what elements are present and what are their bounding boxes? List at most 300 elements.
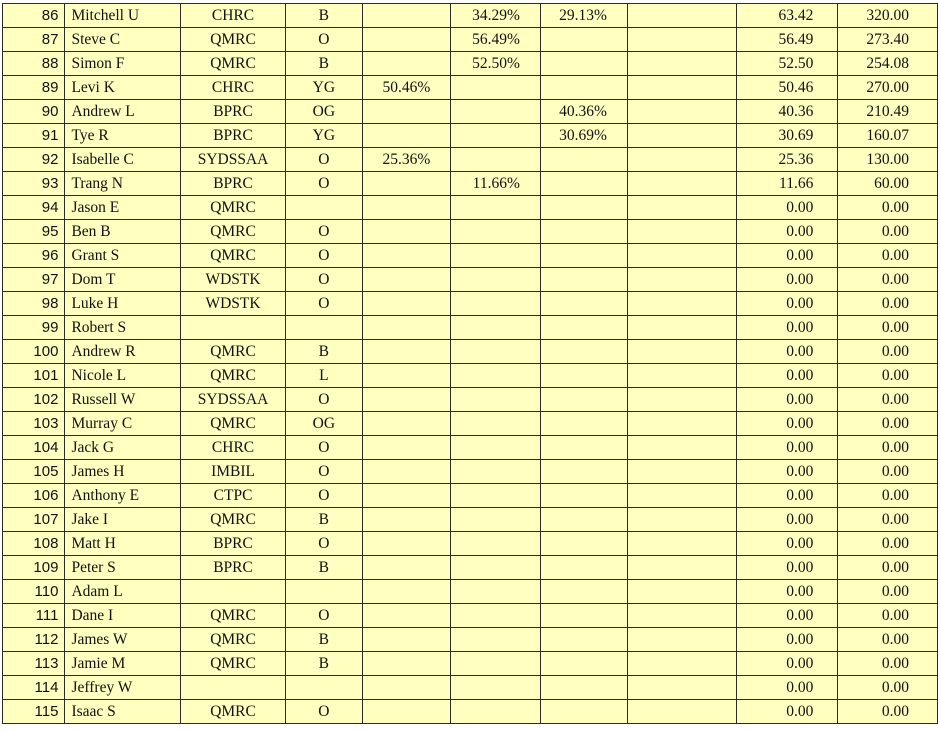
club-cell: BPRC	[181, 532, 285, 556]
table-row	[3, 148, 938, 172]
club-cell: SYDSSAA	[181, 148, 285, 172]
percent-cell-1	[362, 436, 450, 460]
grade-cell: B	[285, 628, 362, 652]
percent-cell-4	[627, 220, 737, 244]
table-row	[3, 388, 938, 412]
percent-cell-3	[540, 172, 627, 196]
name-cell: Dane I	[65, 604, 181, 628]
club-cell: IMBIL	[181, 460, 285, 484]
name-cell: Adam L	[65, 580, 181, 604]
club-cell: BPRC	[181, 124, 285, 148]
grade-cell: O	[285, 220, 362, 244]
points-cell: 60.00	[838, 172, 938, 196]
score-cell: 0.00	[737, 484, 838, 508]
score-cell: 0.00	[737, 316, 838, 340]
club-cell: QMRC	[181, 604, 285, 628]
points-cell: 0.00	[838, 580, 938, 604]
club-cell	[181, 580, 285, 604]
points-cell: 0.00	[838, 220, 938, 244]
percent-cell-3	[540, 220, 627, 244]
percent-cell-1	[362, 700, 450, 724]
club-cell	[181, 316, 285, 340]
points-cell: 0.00	[838, 700, 938, 724]
percent-cell-1	[362, 4, 450, 28]
score-cell: 0.00	[737, 580, 838, 604]
score-cell: 0.00	[737, 436, 838, 460]
name-cell: Mitchell U	[65, 4, 181, 28]
club-cell: BPRC	[181, 100, 285, 124]
percent-cell-4	[627, 604, 737, 628]
rank-cell: 114	[3, 676, 65, 700]
percent-cell-2	[450, 196, 540, 220]
rank-cell: 90	[3, 100, 65, 124]
points-cell: 320.00	[838, 4, 938, 28]
table-row	[3, 100, 938, 124]
grade-cell: O	[285, 700, 362, 724]
grade-cell: B	[285, 52, 362, 76]
percent-cell-1	[362, 580, 450, 604]
rank-cell: 88	[3, 52, 65, 76]
name-cell: Grant S	[65, 244, 181, 268]
percent-cell-4	[627, 700, 737, 724]
percent-cell-4	[627, 652, 737, 676]
percent-cell-2	[450, 268, 540, 292]
grade-cell: O	[285, 436, 362, 460]
score-cell: 0.00	[737, 604, 838, 628]
percent-cell-2	[450, 484, 540, 508]
percent-cell-3	[540, 316, 627, 340]
table-row	[3, 76, 938, 100]
table-row	[3, 412, 938, 436]
points-cell: 0.00	[838, 268, 938, 292]
table-row	[3, 340, 938, 364]
percent-cell-4	[627, 412, 737, 436]
club-cell: WDSTK	[181, 268, 285, 292]
grade-cell: O	[285, 148, 362, 172]
name-cell: Simon F	[65, 52, 181, 76]
table-row	[3, 628, 938, 652]
rank-cell: 100	[3, 340, 65, 364]
rank-cell: 98	[3, 292, 65, 316]
score-cell: 0.00	[737, 676, 838, 700]
points-cell: 273.40	[838, 28, 938, 52]
club-cell: QMRC	[181, 52, 285, 76]
points-cell: 0.00	[838, 532, 938, 556]
points-cell: 0.00	[838, 196, 938, 220]
points-cell: 0.00	[838, 316, 938, 340]
percent-cell-2	[450, 388, 540, 412]
club-cell	[181, 676, 285, 700]
score-cell: 30.69	[737, 124, 838, 148]
percent-cell-2	[450, 364, 540, 388]
club-cell: QMRC	[181, 364, 285, 388]
club-cell: QMRC	[181, 220, 285, 244]
grade-cell	[285, 676, 362, 700]
grade-cell	[285, 316, 362, 340]
percent-cell-3	[540, 412, 627, 436]
percent-cell-3: 29.13%	[540, 4, 627, 28]
percent-cell-4	[627, 124, 737, 148]
rank-cell: 109	[3, 556, 65, 580]
grade-cell: O	[285, 388, 362, 412]
name-cell: Ben B	[65, 220, 181, 244]
rank-cell: 110	[3, 580, 65, 604]
percent-cell-3	[540, 580, 627, 604]
percent-cell-3	[540, 676, 627, 700]
rank-cell: 86	[3, 4, 65, 28]
percent-cell-1	[362, 604, 450, 628]
name-cell: James W	[65, 628, 181, 652]
percent-cell-2	[450, 412, 540, 436]
percent-cell-4	[627, 556, 737, 580]
percent-cell-3	[540, 76, 627, 100]
grade-cell: O	[285, 268, 362, 292]
percent-cell-3	[540, 508, 627, 532]
rank-cell: 99	[3, 316, 65, 340]
score-cell: 0.00	[737, 532, 838, 556]
club-cell: CHRC	[181, 76, 285, 100]
score-cell: 40.36	[737, 100, 838, 124]
club-cell: QMRC	[181, 700, 285, 724]
grade-cell: O	[285, 532, 362, 556]
table-row	[3, 124, 938, 148]
grade-cell: B	[285, 4, 362, 28]
percent-cell-1	[362, 316, 450, 340]
grade-cell: O	[285, 172, 362, 196]
percent-cell-1	[362, 172, 450, 196]
percent-cell-3	[540, 268, 627, 292]
percent-cell-1	[362, 412, 450, 436]
grade-cell	[285, 196, 362, 220]
percent-cell-1	[362, 460, 450, 484]
percent-cell-3	[540, 436, 627, 460]
score-cell: 0.00	[737, 220, 838, 244]
percent-cell-1: 25.36%	[362, 148, 450, 172]
percent-cell-4	[627, 52, 737, 76]
table-row	[3, 28, 938, 52]
percent-cell-2	[450, 604, 540, 628]
percent-cell-4	[627, 196, 737, 220]
grade-cell: YG	[285, 76, 362, 100]
rank-cell: 94	[3, 196, 65, 220]
points-cell: 0.00	[838, 484, 938, 508]
table-row	[3, 460, 938, 484]
percent-cell-4	[627, 508, 737, 532]
score-cell: 52.50	[737, 52, 838, 76]
percent-cell-2	[450, 700, 540, 724]
percent-cell-4	[627, 484, 737, 508]
percent-cell-1	[362, 196, 450, 220]
points-cell: 0.00	[838, 676, 938, 700]
table-row	[3, 484, 938, 508]
club-cell: QMRC	[181, 340, 285, 364]
club-cell: CHRC	[181, 4, 285, 28]
percent-cell-3: 30.69%	[540, 124, 627, 148]
table-row	[3, 436, 938, 460]
grade-cell: OG	[285, 412, 362, 436]
percent-cell-3	[540, 460, 627, 484]
club-cell: QMRC	[181, 196, 285, 220]
percent-cell-1	[362, 628, 450, 652]
club-cell: BPRC	[181, 172, 285, 196]
name-cell: Tye R	[65, 124, 181, 148]
table-row	[3, 676, 938, 700]
name-cell: Nicole L	[65, 364, 181, 388]
percent-cell-4	[627, 148, 737, 172]
rank-cell: 115	[3, 700, 65, 724]
percent-cell-3	[540, 604, 627, 628]
percent-cell-2: 11.66%	[450, 172, 540, 196]
name-cell: Russell W	[65, 388, 181, 412]
percent-cell-4	[627, 532, 737, 556]
score-cell: 0.00	[737, 292, 838, 316]
club-cell: BPRC	[181, 556, 285, 580]
percent-cell-2	[450, 556, 540, 580]
table-row	[3, 652, 938, 676]
table-row	[3, 268, 938, 292]
percent-cell-3	[540, 292, 627, 316]
score-cell: 0.00	[737, 244, 838, 268]
table-row	[3, 244, 938, 268]
points-cell: 270.00	[838, 76, 938, 100]
rank-cell: 101	[3, 364, 65, 388]
percent-cell-1	[362, 556, 450, 580]
score-cell: 0.00	[737, 628, 838, 652]
percent-cell-1: 50.46%	[362, 76, 450, 100]
percent-cell-1	[362, 676, 450, 700]
rank-cell: 96	[3, 244, 65, 268]
percent-cell-4	[627, 388, 737, 412]
name-cell: Anthony E	[65, 484, 181, 508]
percent-cell-2	[450, 532, 540, 556]
points-cell: 0.00	[838, 388, 938, 412]
percent-cell-1	[362, 388, 450, 412]
rank-cell: 92	[3, 148, 65, 172]
percent-cell-4	[627, 292, 737, 316]
score-cell: 0.00	[737, 196, 838, 220]
percent-cell-1	[362, 268, 450, 292]
name-cell: Isabelle C	[65, 148, 181, 172]
percent-cell-2	[450, 316, 540, 340]
grade-cell: O	[285, 292, 362, 316]
club-cell: QMRC	[181, 28, 285, 52]
percent-cell-4	[627, 76, 737, 100]
percent-cell-4	[627, 100, 737, 124]
grade-cell	[285, 580, 362, 604]
score-cell: 0.00	[737, 508, 838, 532]
percent-cell-4	[627, 436, 737, 460]
percent-cell-1	[362, 508, 450, 532]
rank-cell: 97	[3, 268, 65, 292]
percent-cell-3	[540, 532, 627, 556]
score-cell: 0.00	[737, 700, 838, 724]
name-cell: James H	[65, 460, 181, 484]
grade-cell: OG	[285, 100, 362, 124]
percent-cell-2	[450, 76, 540, 100]
rank-cell: 113	[3, 652, 65, 676]
percent-cell-4	[627, 268, 737, 292]
percent-cell-2: 52.50%	[450, 52, 540, 76]
percent-cell-1	[362, 652, 450, 676]
percent-cell-3	[540, 196, 627, 220]
points-cell: 0.00	[838, 460, 938, 484]
name-cell: Andrew R	[65, 340, 181, 364]
grade-cell: O	[285, 604, 362, 628]
percent-cell-4	[627, 460, 737, 484]
score-cell: 50.46	[737, 76, 838, 100]
points-cell: 160.07	[838, 124, 938, 148]
grade-cell: O	[285, 28, 362, 52]
name-cell: Murray C	[65, 412, 181, 436]
table-row	[3, 508, 938, 532]
rank-cell: 108	[3, 532, 65, 556]
points-cell: 0.00	[838, 364, 938, 388]
name-cell: Jake I	[65, 508, 181, 532]
table-row	[3, 4, 938, 28]
percent-cell-2	[450, 580, 540, 604]
percent-cell-3	[540, 556, 627, 580]
rank-cell: 104	[3, 436, 65, 460]
grade-cell: B	[285, 508, 362, 532]
grade-cell: B	[285, 340, 362, 364]
rank-cell: 111	[3, 604, 65, 628]
name-cell: Andrew L	[65, 100, 181, 124]
score-cell: 0.00	[737, 412, 838, 436]
percent-cell-4	[627, 28, 737, 52]
club-cell: CTPC	[181, 484, 285, 508]
grade-cell: YG	[285, 124, 362, 148]
percent-cell-2	[450, 220, 540, 244]
name-cell: Luke H	[65, 292, 181, 316]
name-cell: Isaac S	[65, 700, 181, 724]
percent-cell-2	[450, 100, 540, 124]
percent-cell-2	[450, 460, 540, 484]
percent-cell-1	[362, 52, 450, 76]
table-row	[3, 532, 938, 556]
percent-cell-2	[450, 676, 540, 700]
percent-cell-2: 56.49%	[450, 28, 540, 52]
club-cell: SYDSSAA	[181, 388, 285, 412]
name-cell: Jack G	[65, 436, 181, 460]
name-cell: Robert S	[65, 316, 181, 340]
percent-cell-2	[450, 508, 540, 532]
club-cell: WDSTK	[181, 292, 285, 316]
score-cell: 0.00	[737, 652, 838, 676]
score-cell: 0.00	[737, 388, 838, 412]
club-cell: QMRC	[181, 628, 285, 652]
points-cell: 0.00	[838, 652, 938, 676]
percent-cell-3	[540, 652, 627, 676]
percent-cell-4	[627, 364, 737, 388]
table-row	[3, 220, 938, 244]
points-cell: 130.00	[838, 148, 938, 172]
percent-cell-3	[540, 484, 627, 508]
points-cell: 254.08	[838, 52, 938, 76]
score-cell: 0.00	[737, 340, 838, 364]
rank-cell: 102	[3, 388, 65, 412]
club-cell: QMRC	[181, 652, 285, 676]
club-cell: CHRC	[181, 436, 285, 460]
percent-cell-3	[540, 52, 627, 76]
score-cell: 63.42	[737, 4, 838, 28]
points-cell: 0.00	[838, 340, 938, 364]
percent-cell-1	[362, 484, 450, 508]
score-cell: 0.00	[737, 460, 838, 484]
percent-cell-2	[450, 436, 540, 460]
score-cell: 56.49	[737, 28, 838, 52]
points-cell: 0.00	[838, 412, 938, 436]
rank-cell: 107	[3, 508, 65, 532]
percent-cell-1	[362, 532, 450, 556]
table-row	[3, 196, 938, 220]
percent-cell-1	[362, 364, 450, 388]
club-cell: QMRC	[181, 244, 285, 268]
grade-cell: O	[285, 460, 362, 484]
club-cell: QMRC	[181, 412, 285, 436]
table-row	[3, 556, 938, 580]
table-row	[3, 316, 938, 340]
percent-cell-4	[627, 244, 737, 268]
percent-cell-3	[540, 388, 627, 412]
score-cell: 0.00	[737, 556, 838, 580]
score-cell: 0.00	[737, 364, 838, 388]
percent-cell-2	[450, 124, 540, 148]
percent-cell-2	[450, 148, 540, 172]
percent-cell-3	[540, 244, 627, 268]
percent-cell-3: 40.36%	[540, 100, 627, 124]
points-cell: 0.00	[838, 508, 938, 532]
table-row	[3, 172, 938, 196]
percent-cell-1	[362, 340, 450, 364]
percent-cell-2	[450, 652, 540, 676]
grade-cell: B	[285, 556, 362, 580]
percent-cell-3	[540, 340, 627, 364]
results-table	[2, 3, 938, 724]
points-cell: 0.00	[838, 604, 938, 628]
grade-cell: O	[285, 244, 362, 268]
points-cell: 0.00	[838, 244, 938, 268]
club-cell: QMRC	[181, 508, 285, 532]
results-rows	[3, 4, 938, 724]
score-cell: 25.36	[737, 148, 838, 172]
percent-cell-1	[362, 28, 450, 52]
percent-cell-4	[627, 340, 737, 364]
percent-cell-2	[450, 292, 540, 316]
percent-cell-4	[627, 676, 737, 700]
name-cell: Jeffrey W	[65, 676, 181, 700]
grade-cell: L	[285, 364, 362, 388]
name-cell: Dom T	[65, 268, 181, 292]
percent-cell-4	[627, 4, 737, 28]
table-row	[3, 292, 938, 316]
percent-cell-1	[362, 124, 450, 148]
rank-cell: 89	[3, 76, 65, 100]
rank-cell: 87	[3, 28, 65, 52]
percent-cell-3	[540, 148, 627, 172]
points-cell: 0.00	[838, 436, 938, 460]
grade-cell: B	[285, 652, 362, 676]
table-row	[3, 604, 938, 628]
table-row	[3, 700, 938, 724]
percent-cell-3	[540, 364, 627, 388]
points-cell: 0.00	[838, 556, 938, 580]
rank-cell: 95	[3, 220, 65, 244]
name-cell: Peter S	[65, 556, 181, 580]
points-cell: 210.49	[838, 100, 938, 124]
percent-cell-4	[627, 172, 737, 196]
rank-cell: 105	[3, 460, 65, 484]
points-cell: 0.00	[838, 292, 938, 316]
